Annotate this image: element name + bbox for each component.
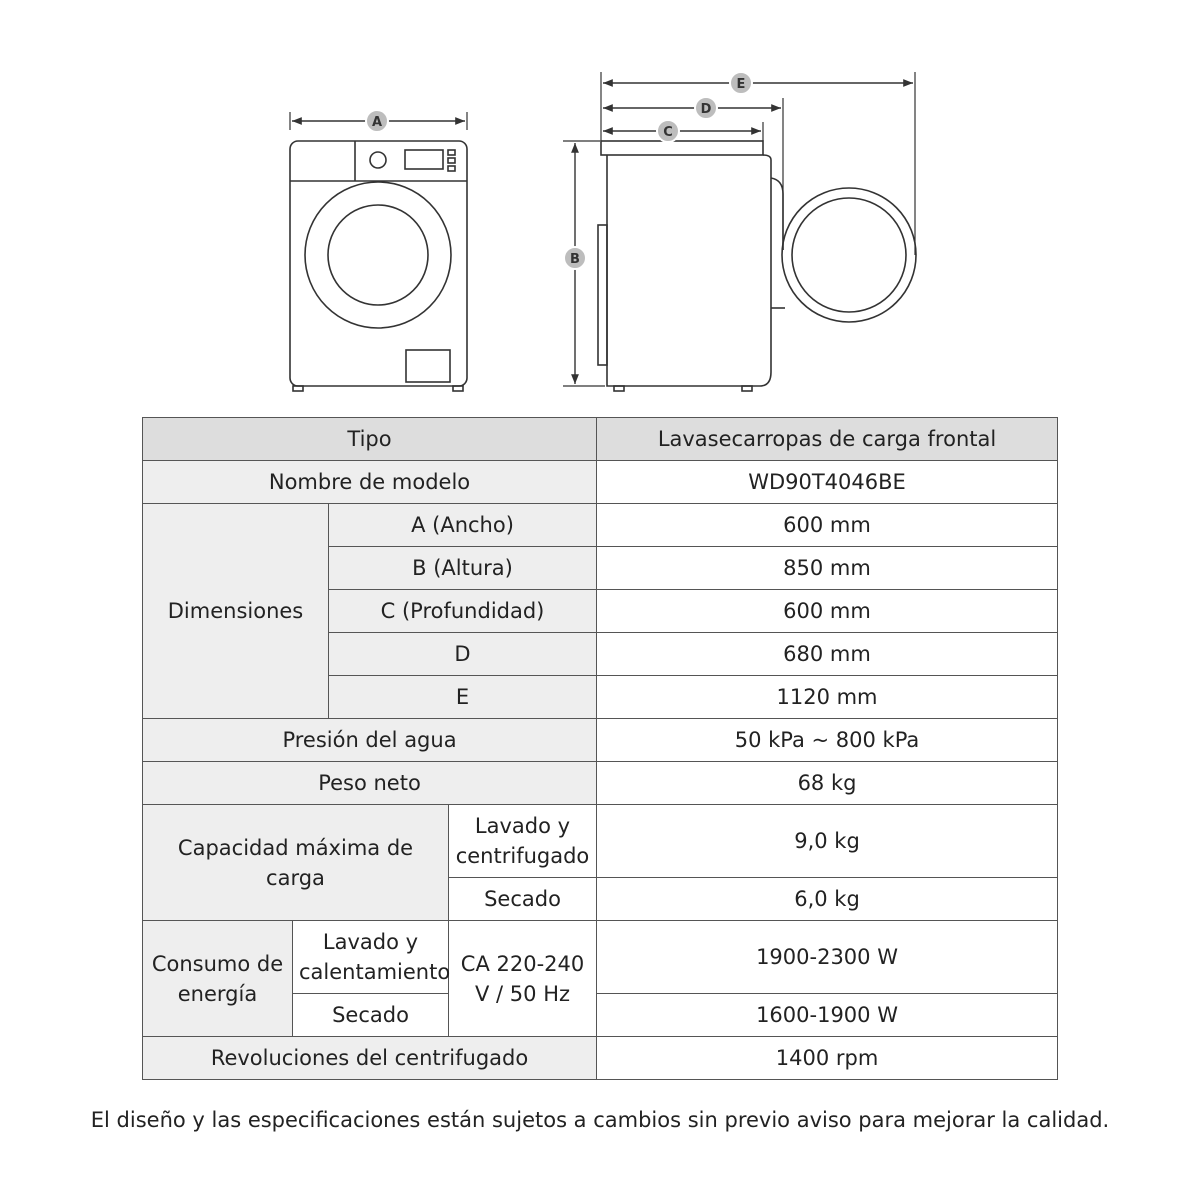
dim-b-label: B (Altura) [329,547,597,590]
cap-lavado-label-line1: Lavado y [474,814,571,838]
peso-value: 68 kg [597,762,1058,805]
dim-b-value: 850 mm [597,547,1058,590]
capacidad-label: Capacidad máxima de carga [143,805,449,921]
table-row [143,719,1058,762]
tipo-value: Lavasecarropas de carga frontal [597,418,1058,461]
consumo-label-line1: Consumo de [151,951,284,976]
front-view-washer [290,141,467,391]
consumo-label [143,921,293,1037]
table-row [143,921,1058,994]
cons-voltaje [449,921,597,1037]
cap-secado-value: 6,0 kg [597,878,1058,921]
tipo-label: Tipo [143,418,597,461]
dimension-d-label: D [700,102,712,117]
cons-voltaje-line1: CA 220-240 [460,951,585,976]
cap-secado-label: Secado [449,878,597,921]
dimension-c-label: C [663,125,673,140]
dimension-a [290,110,467,132]
cap-lavado-label-line2: centrifugado [455,844,590,868]
cons-lavado-value: 1900-2300 W [597,921,1058,994]
table-row [143,504,1058,547]
dimension-b-label: B [570,252,580,267]
dim-c-value: 600 mm [597,590,1058,633]
cap-lavado-label [449,805,597,878]
cons-lavado-label-line1: Lavado y [322,930,419,954]
table-row [143,805,1058,878]
cons-lavado-label-line2: calentamiento [299,960,451,984]
revoluciones-label: Revoluciones del centrifugado [143,1037,597,1080]
dimension-e-label: E [736,77,746,92]
dimension-a-label: A [371,115,383,130]
dim-d-label: D [329,633,597,676]
cons-voltaje-line2: V / 50 Hz [475,981,571,1006]
dim-e-value: 1120 mm [597,676,1058,719]
dim-a-label: A (Ancho) [329,504,597,547]
modelo-label: Nombre de modelo [143,461,597,504]
dimensiones-label: Dimensiones [143,504,329,719]
dimension-e [601,72,915,255]
dim-e-label: E [329,676,597,719]
presion-value: 50 kPa ~ 800 kPa [597,719,1058,762]
dim-d-value: 680 mm [597,633,1058,676]
dimension-d [601,97,783,250]
modelo-value: WD90T4046BE [597,461,1058,504]
revoluciones-value: 1400 rpm [597,1037,1058,1080]
table-row [143,762,1058,805]
footnote: El diseño y las especificaciones están sujetos a cambios sin previo aviso para mejorar la calidad. [90,1108,1110,1132]
table-row [143,1037,1058,1080]
cons-secado-value: 1600-1900 W [597,994,1058,1037]
side-view-washer [598,141,916,391]
cap-lavado-value: 9,0 kg [597,805,1058,878]
dimension-diagram [0,0,1200,400]
consumo-label-line2: energía [177,981,258,1006]
spec-table [142,417,1058,1080]
table-row [143,418,1058,461]
peso-label: Peso neto [143,762,597,805]
table-row [143,461,1058,504]
cons-secado-label: Secado [293,994,449,1037]
dimension-c [601,120,763,142]
cons-lavado-label [293,921,449,994]
dim-c-label: C (Profundidad) [329,590,597,633]
dim-a-value: 600 mm [597,504,1058,547]
presion-label: Presión del agua [143,719,597,762]
